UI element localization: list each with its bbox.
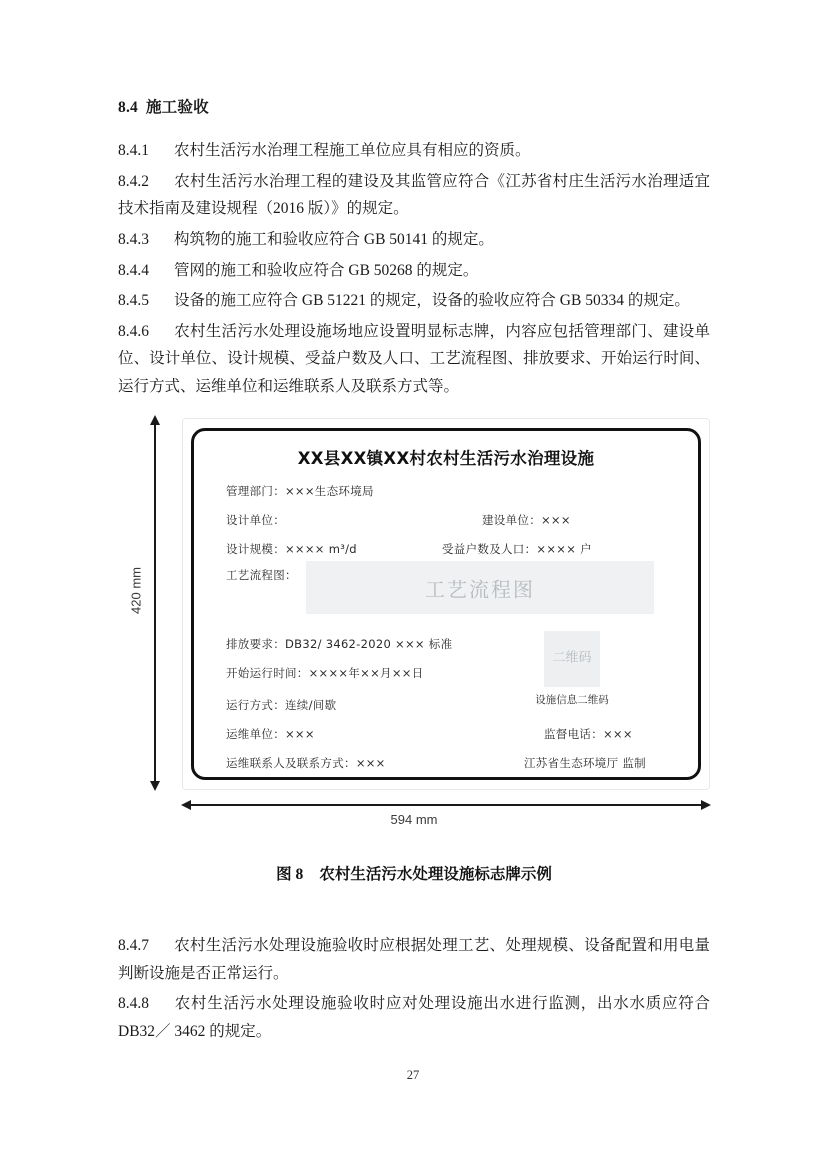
sign-row-discharge-requirement: [226, 636, 452, 652]
sign-row-om-unit: [226, 726, 315, 742]
sign-row-admin-dept: [226, 483, 374, 499]
clause-index: 8.4.3: [118, 230, 149, 248]
clause-8-4-8: [118, 990, 710, 1045]
clause-text: 农村生活污水处理设施场地应设置明显标志牌，内容应包括管理部门、建设单位、设计单位、设计规模、受益户数及人口、工艺流程图、排放要求、开始运行时间、运行方式、运维单位和运维联系人及联系方式等。: [118, 322, 710, 395]
figure-caption-label: 图 8: [276, 866, 304, 883]
om-contact-label: 运维联系人及联系方式：: [226, 756, 356, 770]
width-dimension-label: 594 mm: [390, 812, 438, 827]
section-heading-title: 施工验收: [145, 99, 209, 116]
qr-placeholder-text: 二维码: [552, 650, 592, 666]
clause-index: 8.4.2: [118, 172, 149, 190]
design-unit-label: 设计单位：: [226, 513, 285, 527]
qr-code-caption: 设施信息二维码: [535, 694, 609, 706]
discharge-req-label: 排放要求：: [226, 637, 285, 651]
sign-row-supervision-phone: [544, 726, 633, 742]
clause-index: 8.4.1: [118, 142, 149, 160]
clause-8-4-1: [118, 137, 710, 165]
start-time-value: ××××年××月××日: [308, 666, 424, 680]
benefit-households-label: 受益户数及人口：: [442, 542, 537, 556]
qr-code-placeholder: [544, 631, 600, 687]
sign-row-design-scale: [226, 541, 357, 557]
clause-index: 8.4.4: [118, 261, 149, 279]
design-scale-label: 设计规模：: [226, 542, 285, 556]
sign-row-operation-mode: [226, 697, 336, 713]
process-flow-placeholder-text: 工艺流程图: [425, 577, 535, 601]
sign-row-start-time: [226, 665, 424, 681]
sign-title: XX县XX镇XX村农村生活污水治理设施: [297, 449, 595, 468]
sign-issuer: 江苏省生态环境厅 监制: [524, 756, 646, 770]
supervision-phone-label: 监督电话：: [544, 727, 603, 741]
construction-unit-value: ×××: [541, 513, 571, 527]
clause-index: 8.4.5: [118, 292, 149, 310]
page-number: 27: [406, 1068, 420, 1082]
process-flow-placeholder-box: [306, 561, 654, 614]
figure-caption-text: 农村生活污水处理设施标志牌示例: [319, 866, 552, 883]
design-scale-value: ×××× m³/d: [285, 542, 357, 556]
clause-index: 8.4.7: [118, 937, 149, 954]
discharge-req-value: DB32/ 3462-2020 ××× 标准: [285, 637, 453, 651]
document-body-bottom: [118, 932, 710, 1048]
section-heading: [118, 96, 710, 119]
clause-8-4-4: [118, 257, 710, 285]
process-flow-label: 工艺流程图：: [226, 568, 297, 582]
om-unit-value: ×××: [285, 727, 315, 741]
clause-text: 农村生活污水处理设施验收时应对处理设施出水进行监测，出水水质应符合 DB32／ 3462 的规定。: [118, 995, 710, 1040]
clause-text: 农村生活污水治理工程施工单位应具有相应的资质。: [174, 142, 531, 160]
construction-unit-label: 建设单位：: [482, 513, 541, 527]
clause-index: 8.4.6: [118, 322, 149, 340]
clause-8-4-5: [118, 287, 710, 315]
facility-sign-board: [191, 428, 701, 780]
om-unit-label: 运维单位：: [226, 727, 285, 741]
clause-text: 农村生活污水治理工程的建设及其监管应符合《江苏省村庄生活污水治理适宜技术指南及建设规程（2016 版）》的规定。: [118, 172, 710, 218]
om-contact-value: ×××: [355, 756, 386, 770]
sign-outer-frame: [182, 418, 710, 790]
sign-row-benefit-households: [442, 541, 592, 557]
clause-text: 农村生活污水处理设施验收时应根据处理工艺、处理规模、设备配置和用电量判断设施是否正常运行。: [118, 937, 710, 982]
clause-text: 管网的施工和验收应符合 GB 50268 的规定。: [174, 261, 479, 279]
clause-text: 构筑物的施工和验收应符合 GB 50141 的规定。: [174, 230, 494, 248]
clause-8-4-3: [118, 226, 710, 254]
clause-8-4-6: [118, 318, 710, 401]
admin-dept-label: 管理部门：: [226, 484, 285, 498]
sign-row-process-flow: [226, 567, 297, 583]
sign-row-construction-unit: [482, 512, 571, 528]
clause-8-4-2: [118, 168, 710, 223]
admin-dept-value: ×××生态环境局: [285, 484, 374, 498]
width-dimension-arrow: [190, 804, 702, 806]
clause-text: 设备的施工应符合 GB 51221 的规定，设备的验收应符合 GB 50334 的规定。: [174, 292, 690, 310]
sign-row-design-unit: [226, 512, 285, 528]
supervision-phone-value: ×××: [603, 727, 633, 741]
clause-index: 8.4.8: [118, 995, 149, 1013]
document-body-top: [118, 96, 710, 403]
section-heading-number: 8.4: [118, 99, 138, 116]
figure-8: [118, 418, 710, 888]
height-dimension-label: 420 mm: [128, 567, 144, 614]
operation-mode-label: 运行方式：: [226, 698, 285, 712]
height-dimension-arrow: [154, 424, 156, 782]
sign-row-om-contact: [226, 755, 386, 771]
start-time-label: 开始运行时间：: [226, 666, 309, 680]
operation-mode-value: 连续/间歇: [285, 698, 337, 712]
figure-caption: [118, 862, 710, 884]
benefit-households-value: ×××× 户: [536, 542, 592, 556]
clause-8-4-7: [118, 932, 710, 987]
